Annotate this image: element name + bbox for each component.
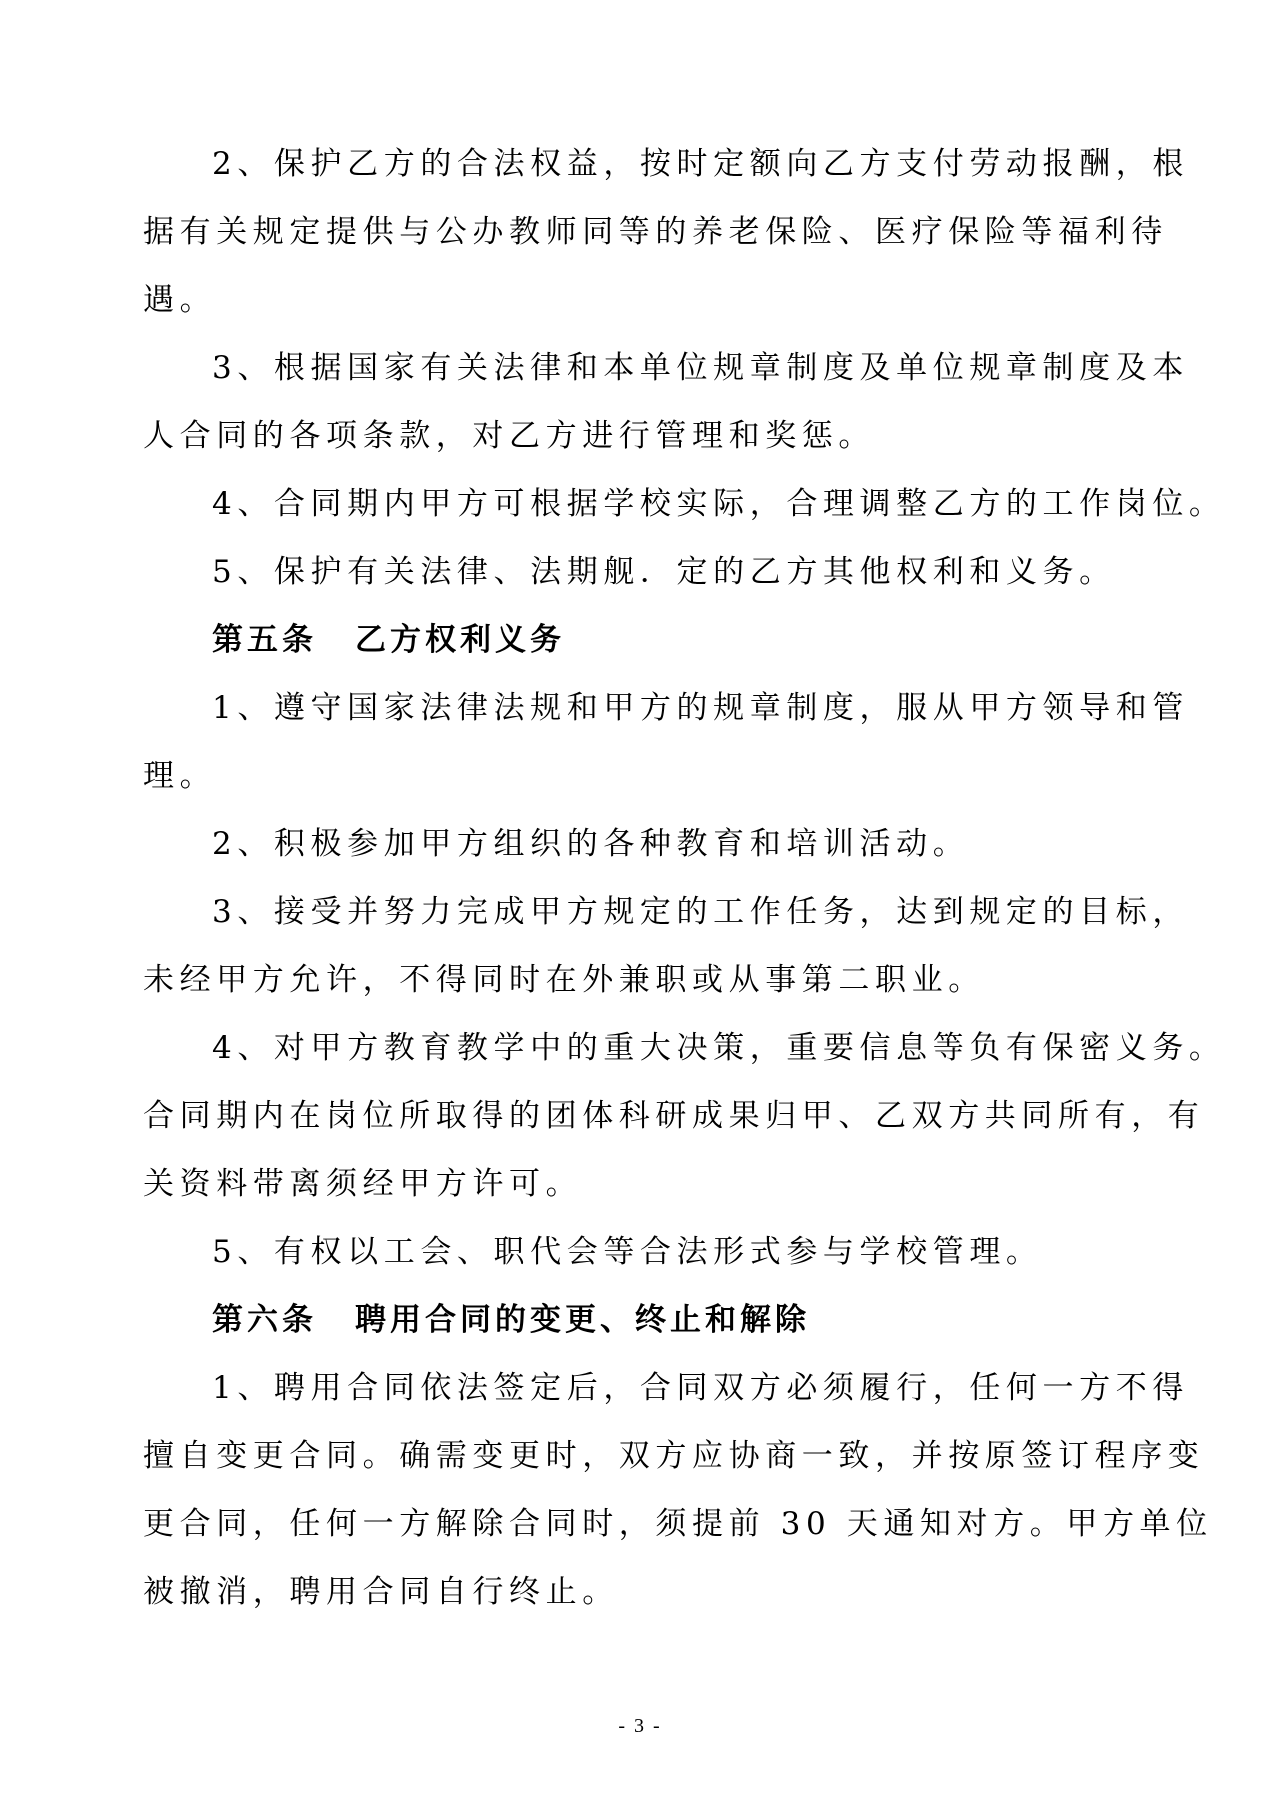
paragraph-line: 人合同的各项条款，对乙方进行管理和奖惩。 (143, 418, 875, 454)
section-heading (212, 1300, 1142, 1340)
paragraph-line: 1、聘用合同依法签定后，合同双方必须履行，任何一方不得 (212, 1370, 1189, 1406)
paragraph-line: 3、接受并努力完成甲方规定的工作任务，达到规定的目标， (212, 894, 1189, 930)
paragraph-line: 被撤消，聘用合同自行终止。 (143, 1574, 619, 1610)
paragraph-line: 3、根据国家有关法律和本单位规章制度及单位规章制度及本 (212, 350, 1189, 386)
section-number: 第五条 (212, 622, 317, 658)
paragraph-line: 关资料带离须经甲方许可。 (143, 1166, 583, 1202)
section-heading (212, 620, 1142, 660)
page-number: - 3 - (618, 1715, 662, 1737)
section-number: 第六条 (212, 1302, 317, 1338)
paragraph-line: 4、对甲方教育教学中的重大决策，重要信息等负有保密义务。 (212, 1030, 1226, 1066)
paragraph-line: 2、保护乙方的合法权益，按时定额向乙方支付劳动报酬，根 (212, 146, 1189, 182)
paragraph-line: 5、有权以工会、职代会等合法形式参与学校管理。 (212, 1234, 1043, 1270)
paragraph-line: 4、合同期内甲方可根据学校实际，合理调整乙方的工作岗位。 (212, 486, 1226, 522)
paragraph-line: 据有关规定提供与公办教师同等的养老保险、医疗保险等福利待 (143, 214, 1168, 250)
paragraph-line: 擅自变更合同。确需变更时，双方应协商一致，并按原签订程序变 (143, 1438, 1205, 1474)
paragraph-line: 遇。 (143, 282, 217, 318)
paragraph-line: 更合同，任何一方解除合同时，须提前 30 天通知对方。甲方单位 (143, 1506, 1213, 1542)
paragraph-line: 理。 (143, 758, 217, 794)
paragraph-line: 1、遵守国家法律法规和甲方的规章制度，服从甲方领导和管 (212, 690, 1189, 726)
paragraph-line: 2、积极参加甲方组织的各种教育和培训活动。 (212, 826, 970, 862)
paragraph-line: 合同期内在岗位所取得的团体科研成果归甲、乙双方共同所有，有 (143, 1098, 1205, 1134)
paragraph-line: 未经甲方允许，不得同时在外兼职或从事第二职业。 (143, 962, 985, 998)
section-title: 乙方权利义务 (355, 622, 565, 658)
section-title: 聘用合同的变更、终止和解除 (355, 1302, 810, 1338)
paragraph-line: 5、保护有关法律、法期舰．定的乙方其他权利和义务。 (212, 554, 1116, 590)
